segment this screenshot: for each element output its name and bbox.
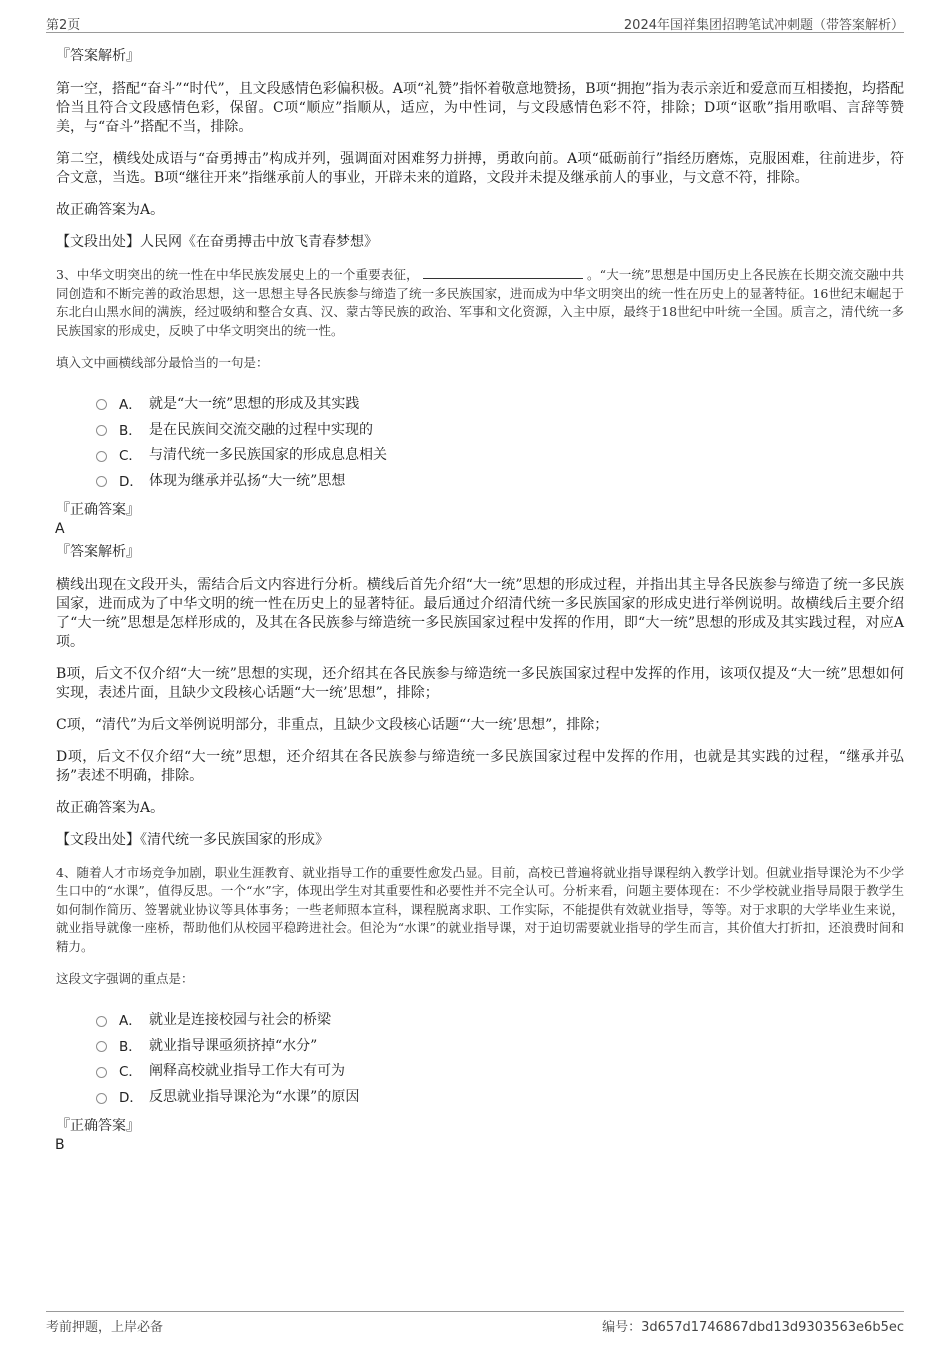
- passage-source: 【文段出处】《清代统一多民族国家的形成》: [56, 831, 329, 848]
- option-letter: A．: [119, 396, 142, 413]
- option-text: 就业是连接校园与社会的桥梁: [149, 1012, 331, 1029]
- option-c[interactable]: [96, 1058, 904, 1084]
- analysis-paragraph-3: C项，“清代”为后文举例说明部分，非重点，且缺少文段核心话题“‘大一统’思想”，排除；: [56, 716, 609, 733]
- option-c[interactable]: [96, 441, 904, 467]
- page-footer: [46, 1311, 904, 1334]
- question-4-stem: 4、随着人才市场竞争加剧，职业生涯教育、就业指导工作的重要性愈发凸显。目前，高校已普遍将就业指导课程纳入教学计划。但就业指导课沦为不少学生口中的“水课”，值得反思。一个“水”字，体现出学生对其重要性和必要性并不完全认可。分析来看，问题主要体现在：不少学校就业指导局限于教学生如何制作简历、签署就业协议等具体事务；一些老师照本宣科，课程脱离求职、工作实际，不能提供有效就业指导，等等。对于求职的大学毕业生来说，就业指导就像一座桥，帮助他们从校园平稳跨进社会。但沦为“水课”的就业指导课，对于迫切需要就业指导的学生而言，其价值大打折扣，还浪费时间和精力。: [56, 864, 904, 954]
- option-a[interactable]: [96, 390, 904, 416]
- question-3: [56, 266, 904, 850]
- option-text: 就是“大一统”思想的形成及其实践: [149, 395, 360, 412]
- option-text: 体现为继承并弘扬“大一统”思想: [149, 472, 346, 489]
- document-title: 2024年国祥集团招聘笔试冲刺题（带答案解析）: [623, 18, 904, 33]
- radio-button[interactable]: [96, 476, 107, 487]
- radio-button[interactable]: [96, 1067, 107, 1078]
- fill-blank: [423, 266, 583, 279]
- question-3-stem-after: 。“大一统”思想是中国历史上各民族在长期交流交融中共同创造和不断完善的政治思想，这一思想主导各民族参与缔造了统一多民族国家，进而成为中华文明突出的统一性在历史上的显著特征。16世纪末崛起于东北白山黑水间的满族，经过吸纳和整合女真、汉、蒙古等民族的政治、军事和文化资源，入主中原，最终于18世纪中叶统一全国。质言之，清代统一多民族国家的形成史，反映了中华文明突出的统一性。: [56, 267, 904, 338]
- analysis-paragraph-1: 横线出现在文段开头，需结合后文内容进行分析。横线后首先介绍“大一统”思想的形成过程，并指出其主导各民族参与缔造了统一多民族国家，进而成为了中华文明的统一性在历史上的显著特征。最后通过介绍清代统一多民族国家的形成史进行举例说明。故横线后主要介绍了“大一统”思想是怎样形成的，及其在各民族参与缔造统一多民族国家过程中发挥的作用，即“大一统”思想的形成及其实践过程，对应A项。: [56, 576, 904, 650]
- option-b[interactable]: [96, 416, 904, 442]
- option-letter: C．: [119, 448, 142, 465]
- analysis-paragraph-4: D项，后文不仅介绍“大一统”思想，还介绍其在各民族参与缔造统一多民族国家过程中发挥的作用，也就是其实践的过程，“继承并弘扬”表述不明确，排除。: [56, 748, 904, 784]
- question-4-prompt: 这段文字强调的重点是：: [56, 971, 194, 987]
- option-text: 就业指导课亟须挤掉“水分”: [149, 1037, 318, 1054]
- correct-answer-label: 『正确答案』: [56, 501, 140, 518]
- correct-answer-label: 『正确答案』: [56, 1118, 140, 1134]
- question-3-stem-before: 3、中华文明突出的统一性在中华民族发展史上的一个重要表征，: [56, 267, 419, 282]
- passage-source: 【文段出处】人民网《在奋勇搏击中放飞青春梦想》: [56, 234, 378, 250]
- option-letter: A．: [119, 1013, 142, 1030]
- question-3-prompt: 填入文中画横线部分最恰当的一句是：: [56, 355, 269, 370]
- correct-answer: A: [55, 520, 65, 537]
- document-id: 编号：3d657d1746867dbd13d9303563e6b5ec: [602, 1320, 904, 1335]
- analysis-paragraph-2: B项，后文不仅介绍“大一统”思想的实现，还介绍其在各民族参与缔造统一多民族国家过程中发挥的作用，该项仅提及“大一统”思想如何实现，表述片面，且缺少文段核心话题“大一统’思想”，排除；: [56, 665, 904, 701]
- option-text: 是在民族间交流交融的过程中实现的: [149, 421, 373, 438]
- question-3-options: [96, 390, 904, 493]
- option-text: 阐释高校就业指导工作大有可为: [149, 1063, 345, 1080]
- analysis-conclusion: 故正确答案为A。: [56, 202, 165, 218]
- radio-button[interactable]: [96, 1041, 107, 1052]
- radio-button[interactable]: [96, 425, 107, 436]
- option-d[interactable]: [96, 467, 904, 493]
- radio-button[interactable]: [96, 399, 107, 410]
- question-4-options: [96, 1006, 904, 1109]
- question-3-stem: [56, 266, 904, 340]
- radio-button[interactable]: [96, 451, 107, 462]
- analysis-label: 『答案解析』: [56, 543, 140, 560]
- page-content: [56, 46, 904, 1159]
- option-letter: C．: [119, 1064, 142, 1081]
- analysis-paragraph-2: 第二空，横线处成语与“奋勇搏击”构成并列，强调面对困难努力拼搏，勇敢向前。A项“砥砺前行”指经历磨炼，克服困难，往前进步，符合文意，当选。B项“继往开来”指继承前人的事业，开辟未来的道路，文段并未提及继承前人的事业，与文意不符，排除。: [56, 151, 904, 186]
- option-text: 与清代统一多民族国家的形成息息相关: [149, 447, 387, 464]
- radio-button[interactable]: [96, 1016, 107, 1027]
- correct-answer: B: [55, 1137, 65, 1153]
- option-d[interactable]: [96, 1083, 904, 1109]
- option-letter: B．: [119, 422, 142, 439]
- page-number: 第2页: [46, 18, 81, 33]
- analysis-label: 『答案解析』: [56, 48, 140, 64]
- radio-button[interactable]: [96, 1093, 107, 1104]
- analysis-paragraph-1: 第一空，搭配“奋斗”“时代”，且文段感情色彩偏积极。A项“礼赞”指怀着敬意地赞扬，B项“拥抱”指为表示亲近和爱意而互相搂抱，均搭配恰当且符合文段感情色彩，保留。C项“顺应”指顺从，适应，为中性词，与文段感情色彩不符，排除；D项“讴歌”指用歌唱、言辞等赞美，与“奋斗”搭配不当，排除。: [56, 81, 904, 135]
- option-a[interactable]: [96, 1006, 904, 1032]
- option-b[interactable]: [96, 1032, 904, 1058]
- option-letter: D．: [119, 1090, 143, 1107]
- analysis-conclusion: 故正确答案为A。: [56, 799, 165, 816]
- footer-slogan: 考前押题，上岸必备: [46, 1320, 164, 1335]
- page-header: [46, 12, 904, 33]
- option-letter: D．: [119, 473, 143, 490]
- question-4: [56, 864, 904, 1155]
- option-letter: B．: [119, 1038, 142, 1055]
- option-text: 反思就业指导课沦为“水课”的原因: [149, 1089, 360, 1106]
